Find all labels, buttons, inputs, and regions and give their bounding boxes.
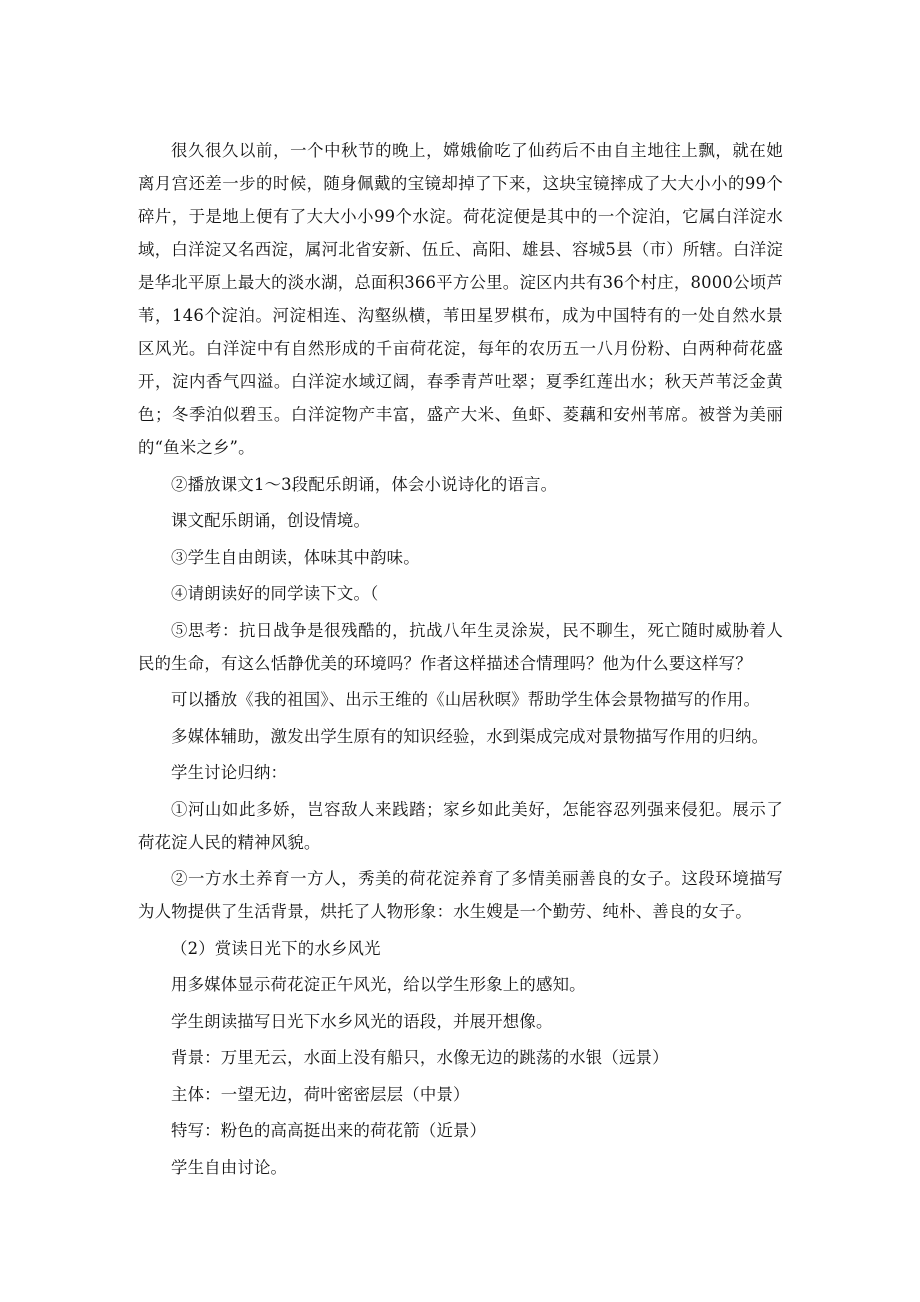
paragraph-background: 背景：万里无云，水面上没有船只，水像无边的跳荡的水银（远景） <box>171 1048 669 1067</box>
paragraph-legend: 很久很久以前，一个中秋节的晚上，嫦娥偷吃了仙药后不由自主地往上飘，就在她离月宫还差一步的时候，随身佩戴的宝镜却掉了下来，这块宝镜摔成了大大小小的99个碎片，于是地上便有了大大小小99个水淀。荷花淀便是其中的一个淀泊，它属白洋淀水域，白洋淀又名西淀，属河北省安新、伍丘、高阳、雄县、容城5县（市）所辖。白洋淀是华北平原上最大的淡水湖，总面积366平方公里。淀区内共有36个村庄，8000公顷芦苇，146个淀泊。河淀相连、沟壑纵横，苇田星罗棋布，成为中国特有的一处自然水景区风光。白洋淀中有自然形成的千亩荷花淀，每年的农历五一八月份粉、白两种荷花盛开，淀内香气四溢。白洋淀水域辽阔，春季青芦吐翠；夏季红莲出水；秋天芦苇泛金黄色；冬季泊似碧玉。白洋淀物产丰富，盛产大米、鱼虾、菱藕和安州苇席。被誉为美丽的“鱼米之乡”。 <box>138 141 783 457</box>
paragraph-step-5: ⑤思考：抗日战争是很残酷的，抗战八年生灵涂炭，民不聊生，死亡随时威胁着人民的生命，有这么恬静优美的环境吗？作者这样描述合情理吗？他为什么要这样写？ <box>138 620 783 673</box>
paragraph-multimedia-noon: 用多媒体显示荷花淀正午风光，给以学生形象上的感知。 <box>171 975 586 994</box>
paragraph-discussion-intro: 学生讨论归纳： <box>171 763 288 782</box>
paragraph-free-discussion: 学生自由讨论。 <box>171 1157 288 1177</box>
paragraph-multimedia: 多媒体辅助，激发出学生原有的知识经验，水到渠成完成对景物描写作用的归纳。 <box>171 726 769 746</box>
paragraph-step-2: ②播放课文1～3段配乐朗诵，体会小说诗化的语言。 <box>171 474 558 494</box>
paragraph-closeup: 特写：粉色的高高挺出来的荷花箭（近景） <box>171 1121 487 1140</box>
paragraph-conclusion-1: ①河山如此多娇，岂容敌人来践踏；家乡如此美好，怎能容忍列强来侵犯。展示了荷花淀人民的精神风貌。 <box>138 799 783 852</box>
paragraph-recitation: 课文配乐朗诵，创设情境。 <box>171 511 371 530</box>
paragraph-step-4: ④请朗读好的同学读下文。（ <box>171 584 379 603</box>
paragraph-conclusion-2: ②一方水土养育一方人，秀美的荷花淀养育了多情美丽善良的女子。这段环境描写为人物提供了生活背景，烘托了人物形象：水生嫂是一个勤劳、纯朴、善良的女子。 <box>138 869 783 921</box>
document-body <box>138 134 783 1187</box>
paragraph-subject: 主体：一望无边，荷叶密密层层（中景） <box>171 1084 470 1104</box>
section-heading: （2）赏读日光下的水乡风光 <box>171 938 381 958</box>
paragraph-reading: 学生朗读描写日光下水乡风光的语段，并展开想像。 <box>171 1011 553 1031</box>
paragraph-media-suggestion: 可以播放《我的祖国》、出示王维的《山居秋暝》帮助学生体会景物描写的作用。 <box>171 690 761 709</box>
paragraph-step-3: ③学生自由朗读，体味其中韵味。 <box>171 547 420 567</box>
